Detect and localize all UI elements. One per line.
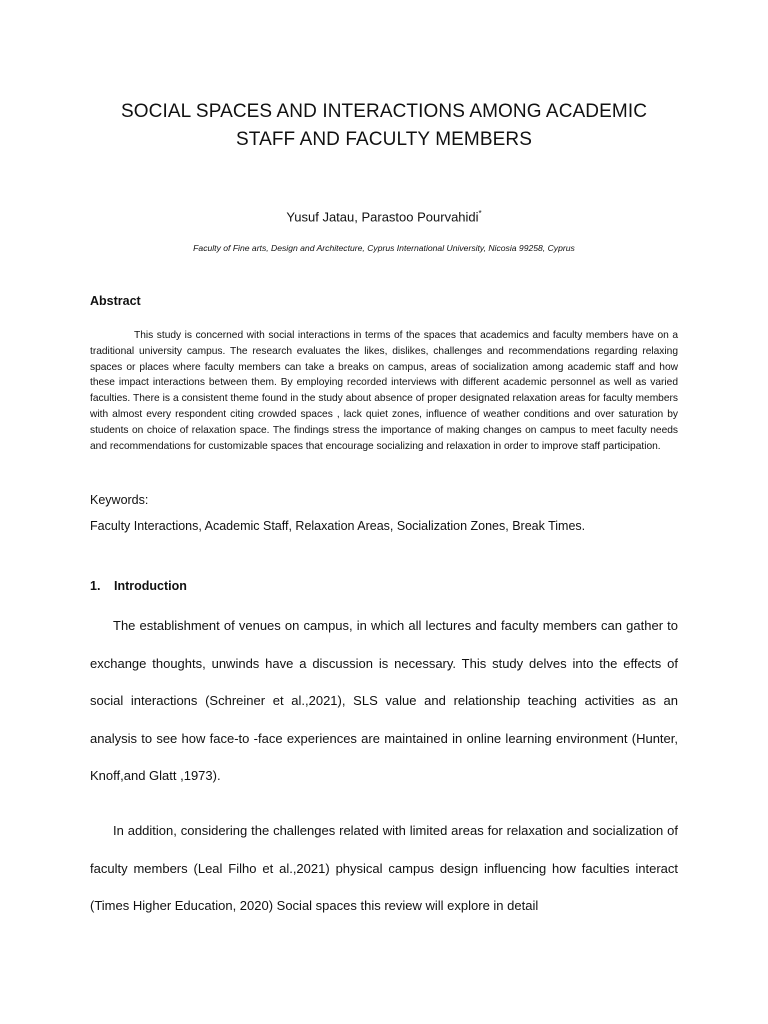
keywords-heading: Keywords: [90,493,149,507]
intro-paragraph-2-text: In addition, considering the challenges related with limited areas for relaxation and socialization of faculty members (Leal Filho et al.,2021) physical campus design influencing how faculties interact (Times Higher Education, 2020) Social spaces this review will explore in detail [90,823,678,913]
paper-title: SOCIAL SPACES AND INTERACTIONS AMONG ACADEMIC STAFF AND FACULTY MEMBERS [120,101,648,150]
abstract-body [90,328,678,454]
section-number: 1. [90,579,101,593]
abstract-text: This study is concerned with social interactions in terms of the spaces that academics and faculty members have on a traditional university campus. The research evaluates the likes, dislikes, challenges and recommendations regarding relaxing spaces or places where faculty members can take a breaks on campus, areas of socialization among academic staff and how these impact interactions between them. By employing recorded interviews with different academic personnel as well as varied faculties. There is a consistent theme found in the study about absence of proper designated relaxation areas for faculty members with almost every respondent citing crowded spaces , lack quiet zones, influence of weather conditions and over saturation by students on choice of relaxation space. The findings stress the importance of making changes on campus to meet faculty needs and recommendations for customizable spaces that encourage socializing and relaxation in order to improve staff participation. [90,330,678,452]
author-line [90,205,678,226]
intro-paragraph-1 [90,607,678,795]
corresponding-author-mark: * [478,209,482,218]
keywords-list: Faculty Interactions, Academic Staff, Relaxation Areas, Socialization Zones, Break Times. [90,519,586,533]
section-heading-introduction [90,579,187,593]
intro-paragraph-1-text: The establishment of venues on campus, in which all lectures and faculty members can gather to exchange thoughts, unwinds have a discussion is necessary. This study delves into the effects of social interactions (Schreiner et al.,2021), SLS value and relationship teaching activities as an analysis to see how face-to -face experiences are maintained in online learning environment (Hunter, Knoff,and Glatt ,1973). [90,618,678,783]
abstract-heading: Abstract [90,294,141,308]
intro-paragraph-2 [90,812,678,925]
section-title: Introduction [114,579,187,593]
author-names: Yusuf Jatau, Parastoo Pourvahidi [286,209,479,225]
affiliation: Faculty of Fine arts, Design and Architecture, Cyprus International University, Nicosia 99258, Cyprus [193,243,575,253]
